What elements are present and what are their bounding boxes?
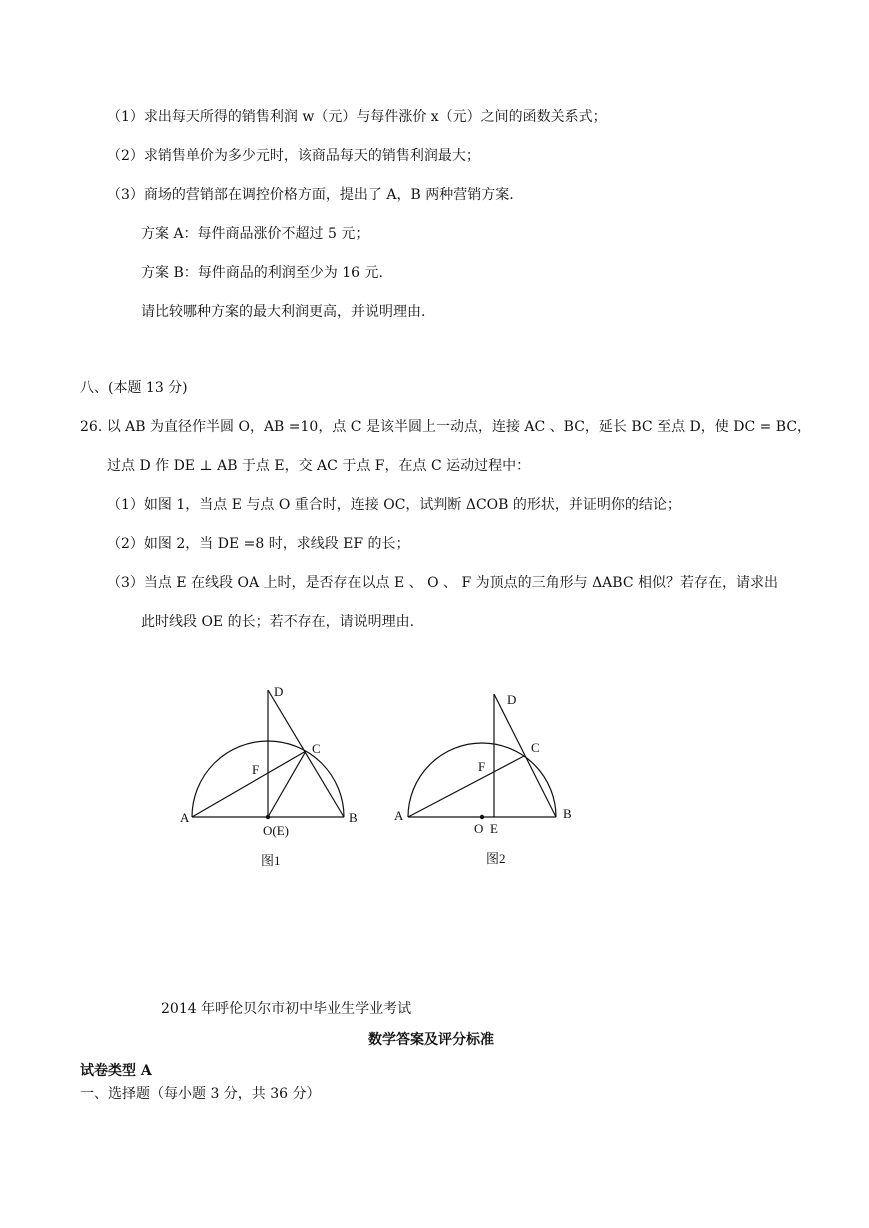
fig2-center-dot [480, 815, 484, 819]
fig1-label-d: D [274, 684, 284, 699]
fig2-label-c: C [531, 740, 540, 755]
fig2-label-b: B [563, 806, 572, 821]
fig2-segment-ac [408, 756, 524, 817]
subquestion-3-line-1: （3）当点 E 在线段 OA 上时，是否存在以点 E 、 O 、 F 为顶点的三角形与 ΔABC 相似？若存在，请求出 [107, 575, 779, 591]
fig1-segment-oc [268, 751, 306, 817]
answer-doc-title: 数学答案及评分标准 [368, 1032, 494, 1048]
fig1-center-dot [266, 815, 270, 819]
plan-b: 方案 B：每件商品的利润至少为 16 元. [141, 265, 383, 281]
question-part-1: （1）求出每天所得的销售利润 w（元）与每件涨价 x（元）之间的函数关系式； [107, 109, 607, 125]
fig1-label-c: C [312, 741, 321, 756]
figure-1-caption: 图1 [261, 853, 281, 868]
fig1-label-b: B [349, 810, 358, 825]
fig1-label-f: F [252, 762, 260, 777]
fig2-label-d: D [507, 692, 517, 707]
subquestion-1: （1）如图 1，当点 E 与点 O 重合时，连接 OC，试判断 ΔCOB 的形状，并证明你的结论； [107, 497, 681, 513]
section-heading: 八、(本题 13 分) [80, 380, 188, 396]
question-part-3: （3）商场的营销部在调控价格方面，提出了 A，B 两种营销方案. [107, 187, 514, 203]
plan-a: 方案 A：每件商品涨价不超过 5 元； [141, 226, 370, 242]
fig1-label-a: A [180, 810, 190, 825]
figure-2-diagram [390, 682, 590, 847]
fig2-label-o: O [474, 821, 484, 836]
figure-2-caption: 图2 [486, 851, 506, 866]
compare-prompt: 请比较哪种方案的最大利润更高，并说明理由. [141, 304, 426, 320]
section-1-heading: 一、选择题（每小题 3 分，共 36 分） [80, 1086, 321, 1102]
figure-1-diagram [170, 680, 370, 845]
fig2-segment-bd [494, 694, 556, 817]
fig2-label-a: A [394, 808, 404, 823]
subquestion-2: （2）如图 2，当 DE =8 时，求线段 EF 的长； [107, 536, 410, 552]
fig1-label-o: O(E) [263, 823, 289, 838]
fig1-segment-ac [192, 751, 306, 817]
question-part-2: （2）求销售单价为多少元时，该商品每天的销售利润最大； [107, 148, 480, 164]
exam-title: 2014 年呼伦贝尔市初中毕业生学业考试 [161, 1001, 412, 1017]
fig2-label-f: F [478, 759, 486, 774]
paper-type: 试卷类型 A [80, 1063, 152, 1079]
subquestion-3-line-2: 此时线段 OE 的长；若不存在，请说明理由. [141, 614, 415, 630]
fig2-label-e: E [490, 821, 498, 836]
problem-26-line-1: 26. 以 AB 为直径作半圆 O，AB =10，点 C 是该半圆上一动点，连接 AC 、BC，延长 BC 至点 D，使 DC = BC， [80, 419, 812, 435]
problem-26-line-2: 过点 D 作 DE ⊥ AB 于点 E，交 AC 于点 F，在点 C 运动过程中： [107, 458, 531, 474]
